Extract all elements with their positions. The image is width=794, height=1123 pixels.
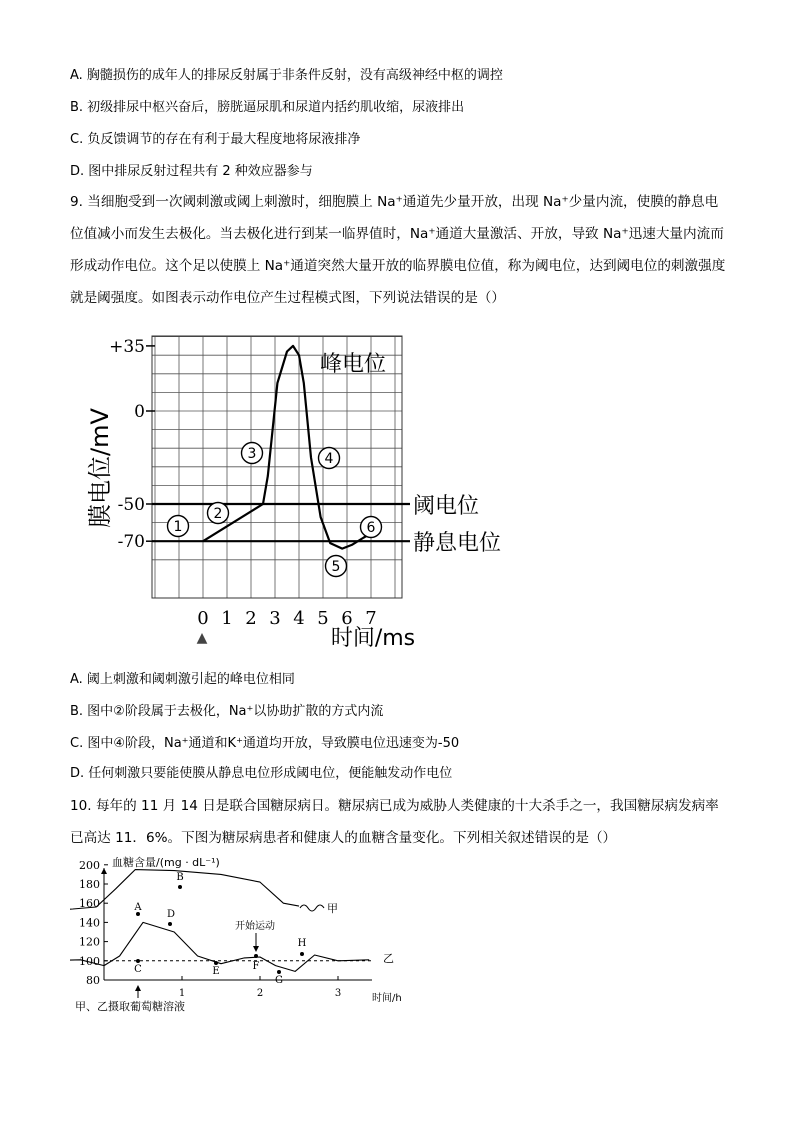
y-tick-label: 140 [79,916,100,930]
x-tick-label: 2 [245,608,257,629]
intake-arrow-head [135,985,141,991]
y-tick-label: 100 [79,954,100,968]
point-label: G [275,975,283,986]
exercise-arrow-head [253,946,259,952]
y-tick-label: -50 [117,495,145,515]
x-tick-label: 1 [221,608,233,629]
stimulus-marker: ▲ [196,630,208,646]
data-point [178,885,182,889]
q9-option-d: D. 任何刺激只要能使膜从静息电位形成阈电位，便能触发动作电位 [70,766,453,781]
peak-potential-label: 峰电位 [319,352,387,377]
y-tick-label: 80 [86,974,100,987]
x-tick-label: 0 [197,608,209,629]
y-tick-label: 120 [79,935,100,949]
point-label: C [134,964,142,975]
q8-option-c: C. 负反馈调节的存在有利于最大程度地将尿液排净 [70,132,361,147]
x-tick-label: 4 [293,608,305,629]
y-tick-label: 180 [79,878,100,891]
resting-potential-label: 静息电位 [413,531,502,557]
point-label: F [252,961,260,972]
point-label: E [212,966,220,977]
y-tick-label: -70 [117,532,145,553]
point-label: H [297,938,307,949]
q9-option-a: A. 阈上刺激和阈刺激引起的峰电位相同 [70,672,295,687]
q8-option-d: D. 图中排尿反射过程共有 2 种效应器参与 [70,164,313,179]
y-axis-label: 血糖含量/(mg · dL⁻¹) [112,856,220,869]
y-tick-label: +35 [109,336,145,357]
stage-label: 5 [331,559,341,575]
series-jia-tail [300,905,324,911]
data-point [300,952,304,956]
stage-label: 4 [324,451,334,467]
blood-sugar-chart [70,852,440,1022]
q9-stem: 9. 当细胞受到一次阈刺激或阈上刺激时，细胞膜上 Na⁺通道先少量开放，出现 Na⁺少量内流，使膜的静息电位值减小而发生去极化。当去极化进行到某一临界值时，Na⁺通道大量激活、开放，导致 Na⁺迅速大量内流而形成动作电位。这个足以使膜上 Na⁺通道突然大量开放的临界膜电位值，称为阈电位，达到阈电位的刺激强度就是阈强度。如图表示动作电位产生过程模式图，下列说法错误的是（） [70,194,726,306]
x-tick-label: 7 [365,608,377,629]
y-tick-label: 0 [134,402,145,422]
series-jia-label: 甲 [327,902,338,915]
q9-option-b: B. 图中②阶段属于去极化，Na⁺以协助扩散的方式内流 [70,704,384,719]
stage-label: 1 [173,519,183,535]
action-potential-chart [80,322,540,652]
point-label: D [166,909,176,920]
q9-option-c: C. 图中④阶段，Na⁺通道和K⁺通道均开放，导致膜电位迅速变为-50 [70,736,460,751]
q8-option-a: A. 胸髓损伤的成年人的排尿反射属于非条件反射，没有高级神经中枢的调控 [70,68,503,83]
stage-label: 6 [366,520,376,536]
data-point [136,959,140,963]
q8-option-b: B. 初级排尿中枢兴奋后，膀胱逼尿肌和尿道内括约肌收缩，尿液排出 [70,100,465,115]
series-yi-label: 乙 [383,952,394,965]
x-tick-label: 1 [178,988,186,999]
y-tick-label: 200 [79,858,100,872]
x-tick-label: 3 [334,988,342,999]
x-tick-label: 2 [256,988,264,999]
data-point [168,922,172,926]
series-yi-line [70,922,369,971]
data-point [214,961,218,965]
y-axis-label: 膜电位/mV [86,408,114,528]
glucose-intake-label: 甲、乙摄取葡萄糖溶液 [75,1000,185,1013]
stage-label: 3 [247,446,257,462]
y-axis-arrow [101,868,107,874]
data-point [277,970,281,974]
x-tick-label: 5 [317,608,329,629]
point-label: B [176,872,184,883]
y-tick-label: 160 [79,897,100,911]
data-point [254,954,258,958]
x-tick-label: 3 [269,608,281,629]
point-label: A [134,902,142,913]
x-axis-label: 时间/h [372,993,402,1004]
exercise-start-label: 开始运动 [235,921,275,932]
threshold-potential-label: 阈电位 [413,494,480,519]
x-tick-label: 6 [341,608,353,629]
q10-stem: 10. 每年的 11 月 14 日是联合国糖尿病日。糖尿病已成为威胁人类健康的十大杀手之一，我国糖尿病发病率已高达 11．6%。下图为糖尿病患者和健康人的血糖含量变化。下列相关叙述错误的是（） [70,798,719,846]
stage-label: 2 [213,506,223,522]
x-axis-label: 时间/ms [330,626,416,651]
